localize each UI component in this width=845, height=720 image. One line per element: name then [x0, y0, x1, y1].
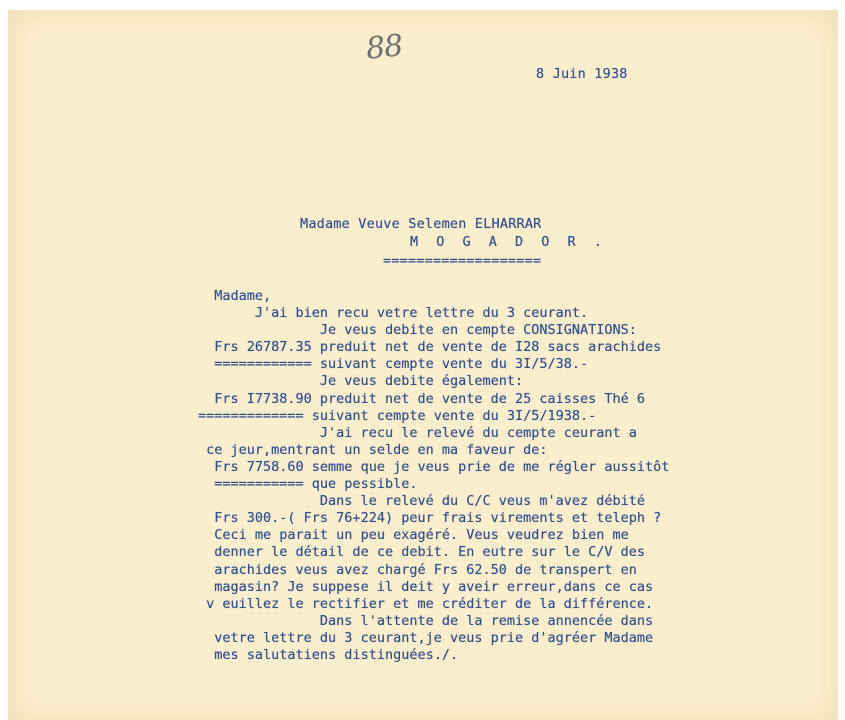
letter-line — [198, 596, 669, 613]
letter-line — [198, 305, 669, 322]
letter-line — [198, 527, 669, 544]
address-underline: =================== — [383, 253, 542, 269]
line-indent — [198, 630, 214, 646]
letter-line — [198, 493, 669, 510]
line-text: vetre lettre du 3 ceurant,je veus prie d'agréer Madame — [214, 629, 654, 646]
line-text: magasin? Je suppese il deit y aveir erreur,dans ce cas — [214, 578, 654, 595]
letter-line — [198, 442, 669, 459]
line-text: ============ suivant cempte vente du 3I/5/38.- — [214, 356, 589, 373]
line-text: J'ai bien recu vetre lettre du 3 ceurant. — [254, 305, 589, 322]
letter-body — [198, 288, 669, 664]
letter-line — [198, 613, 669, 630]
line-indent — [198, 544, 214, 560]
line-text: arachides veus avez chargé Frs 62.50 de transpert en — [214, 561, 637, 578]
line-text: Frs 7758.60 semme que je veus prie de me régler aussitôt — [214, 458, 670, 475]
line-indent — [198, 510, 214, 526]
line-text: Ceci me parait un peu exagéré. Veus veudrez bien me — [214, 527, 629, 544]
line-indent — [198, 322, 320, 338]
recipient-city: M O G A D O R . — [410, 234, 607, 250]
letter-line — [198, 476, 669, 493]
line-text: Je veus debite en cempte CONSIGNATIONS: — [319, 322, 637, 339]
line-text: Madame, — [214, 288, 272, 304]
line-text: denner le détail de ce debit. En eutre sur le C/V des — [214, 544, 646, 561]
line-text: Frs 300.-( Frs 76+224) peur frais virements et teleph ? — [214, 510, 662, 527]
line-indent — [198, 596, 206, 612]
line-indent — [198, 425, 320, 441]
letter-line — [198, 373, 669, 390]
letter-line — [198, 459, 669, 476]
line-text: J'ai recu le relevé du cempte ceurant a — [319, 424, 637, 441]
line-indent — [198, 459, 214, 475]
letter-line — [198, 510, 669, 527]
line-indent — [198, 579, 214, 595]
line-text: Je veus debite également: — [319, 373, 524, 390]
line-indent — [198, 391, 214, 407]
line-text: Dans le relevé du C/C veus m'avez débité — [319, 493, 646, 510]
line-indent — [198, 288, 214, 304]
letter-date: 8 Juin 1938 — [536, 66, 628, 82]
letter-line — [198, 391, 669, 408]
letter-line — [198, 356, 669, 373]
line-indent — [198, 647, 214, 663]
letter-line — [198, 647, 669, 664]
handwritten-page-number: 88 — [364, 28, 404, 67]
line-indent — [198, 339, 214, 355]
line-indent — [198, 527, 214, 543]
letter-line — [198, 339, 669, 356]
line-indent — [198, 305, 255, 321]
line-indent — [198, 493, 320, 509]
line-indent — [198, 356, 214, 372]
line-text: Frs I7738.90 preduit net de vente de 25 caisses Thé 6 — [214, 390, 646, 407]
letter-line — [198, 322, 669, 339]
line-text: Dans l'attente de la remise annencée dans — [319, 612, 654, 629]
letter-line — [198, 425, 669, 442]
line-text: ce jeur,mentrant un selde en ma faveur de: — [206, 441, 548, 458]
line-text: mes salutatiens distinguées./. — [214, 646, 459, 663]
letter-line — [198, 562, 669, 579]
letter-line — [198, 630, 669, 647]
line-indent — [198, 476, 214, 492]
line-text: Frs 26787.35 preduit net de vente de I28 sacs arachides — [214, 339, 662, 356]
line-text: v euillez le rectifier et me créditer de la différence. — [206, 595, 654, 612]
line-text: ============= suivant cempte vente du 3I/5/1938.- — [198, 407, 597, 424]
line-indent — [198, 442, 206, 458]
line-text: =========== que pessible. — [214, 476, 418, 493]
recipient-name: Madame Veuve Selemen ELHARRAR — [300, 216, 542, 232]
letter-line — [198, 288, 669, 305]
letter-line — [198, 579, 669, 596]
line-indent — [198, 613, 320, 629]
letter-line — [198, 544, 669, 561]
letter-line — [198, 408, 669, 425]
line-indent — [198, 562, 214, 578]
line-indent — [198, 373, 320, 389]
